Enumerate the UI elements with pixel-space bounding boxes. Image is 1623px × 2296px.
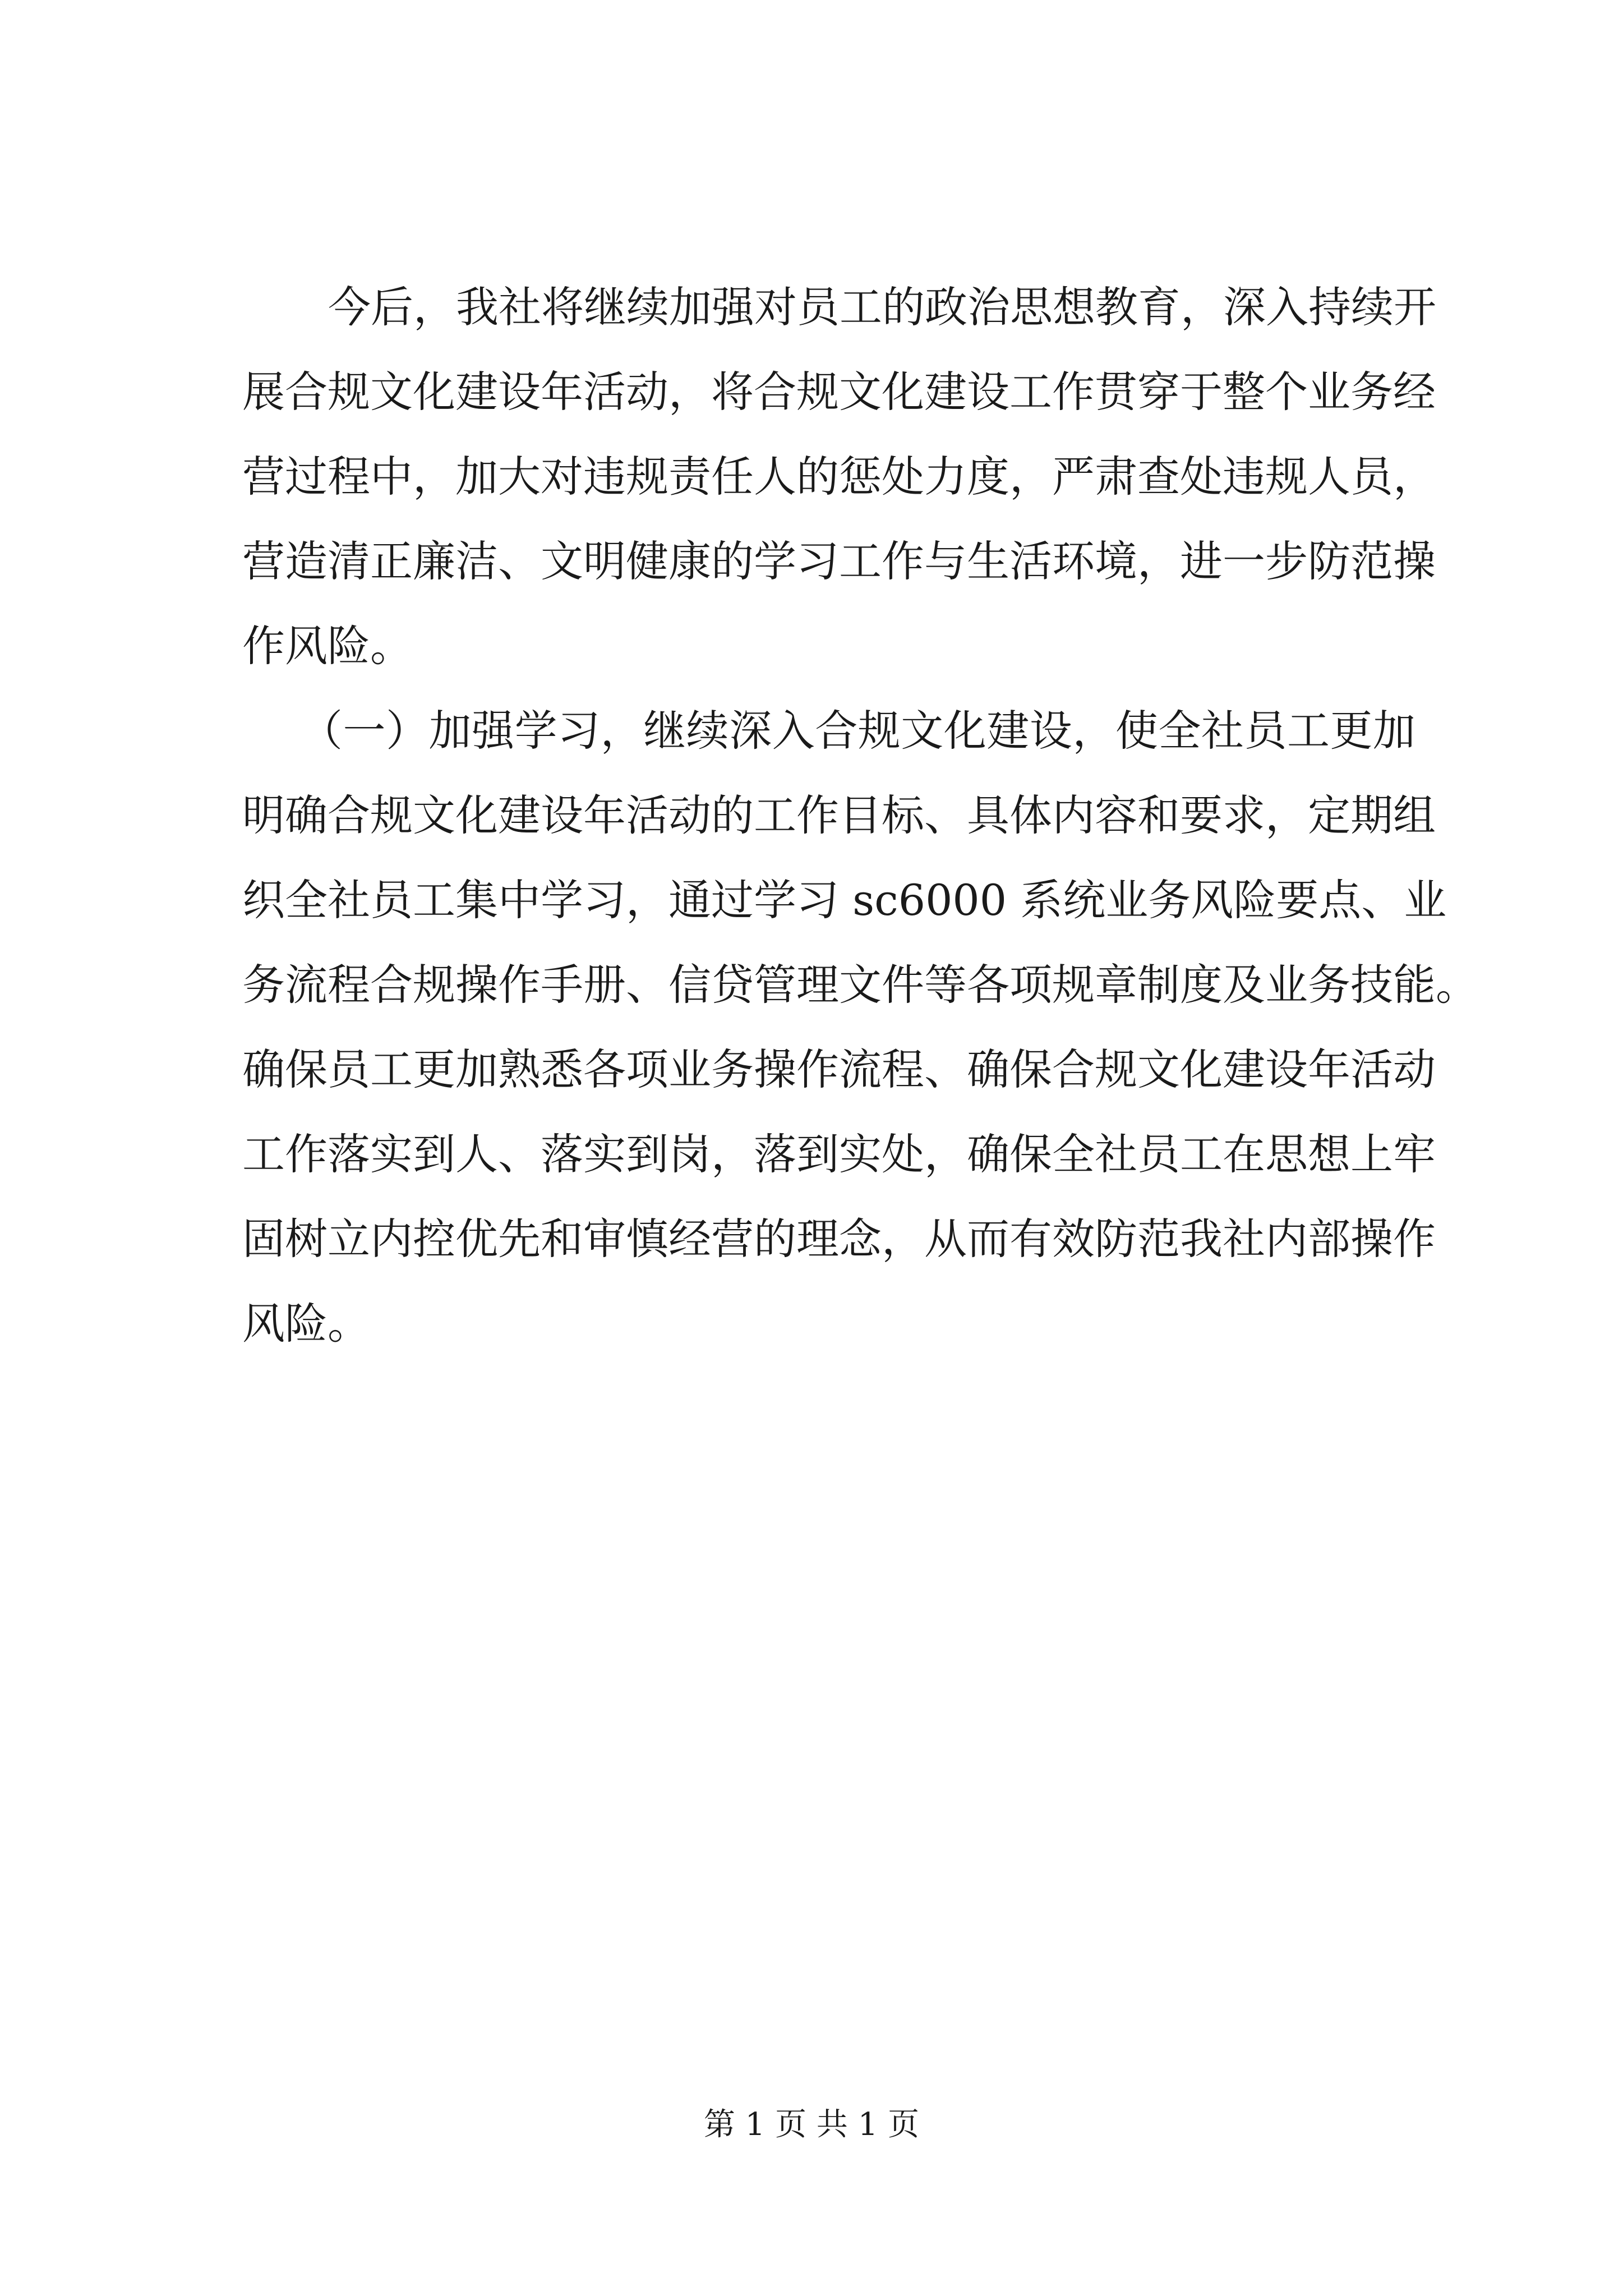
paragraph-1-line-3: 营过程中，加大对违规责任人的惩处力度，严肃查处违规人员， [242, 452, 1436, 501]
paragraph-1-line-5: 作风险。 [242, 621, 413, 671]
paragraph-2-line-6: 工作落实到人、落实到岗，落到实处，确保全社员工在思想上牢 [242, 1129, 1436, 1179]
document-body [242, 265, 1478, 1366]
page-footer [0, 2102, 1623, 2147]
paragraph-2-line-7: 固树立内控优先和审慎经营的理念，从而有效防范我社内部操作 [242, 1214, 1436, 1264]
paragraph-2-line-8: 风险。 [242, 1299, 370, 1349]
paragraph-2-line-3: 织全社员工集中学习，通过学习 sc6000 系统业务风险要点、业 [242, 875, 1447, 925]
paragraph-1-line-4: 营造清正廉洁、文明健康的学习工作与生活环境，进一步防范操 [242, 536, 1436, 586]
page-number-label: 第 1 页 共 1 页 [703, 2106, 920, 2143]
paragraph-2-line-5: 确保员工更加熟悉各项业务操作流程、确保合规文化建设年活动 [242, 1045, 1436, 1094]
paragraph-2-line-1: （一）加强学习，继续深入合规文化建设，使全社员工更加 [300, 706, 1415, 756]
paragraph-2-line-4: 务流程合规操作手册、信贷管理文件等各项规章制度及业务技能。 [242, 960, 1478, 1010]
paragraph-1-line-1: 今后，我社将继续加强对员工的政治思想教育，深入持续开 [328, 282, 1436, 332]
paragraph-1-line-2: 展合规文化建设年活动，将合规文化建设工作贯穿于整个业务经 [242, 367, 1436, 417]
paragraph-2-line-2: 明确合规文化建设年活动的工作目标、具体内容和要求，定期组 [242, 790, 1436, 840]
